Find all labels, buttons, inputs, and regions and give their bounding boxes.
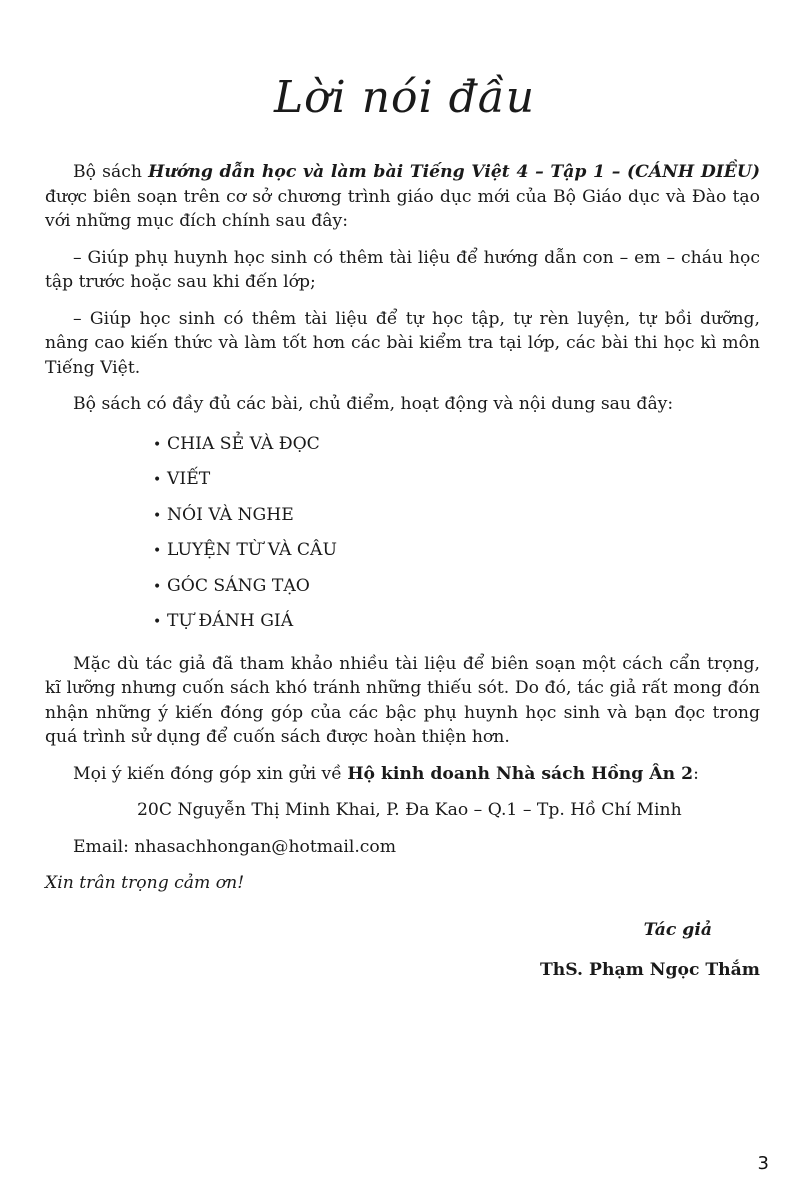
- intro-prefix: Bộ sách: [73, 162, 149, 182]
- feedback-suffix: :: [693, 763, 699, 784]
- intro-paragraph: [45, 160, 760, 234]
- purpose-item-2: – Giúp học sinh có thêm tài liệu để tự học tập, tự rèn luyện, tự bồi dưỡng, nâng cao kiến thức và làm tốt hơn các bài kiểm tra tại lớp, các bài thi học kì môn Tiếng Việt.: [45, 308, 760, 378]
- bullet-icon: •: [153, 507, 162, 524]
- bullet-icon: •: [153, 436, 162, 453]
- purpose-item-1: – Giúp phụ huynh học sinh có thêm tài liệu để hướng dẫn con – em – cháu học tập trước hoặc sau khi đến lớp;: [45, 247, 760, 292]
- intro-suffix: được biên soạn trên cơ sở chương trình giáo dục mới của Bộ Giáo dục và Đào tạo với những mục đích chính sau đây:: [45, 186, 760, 231]
- bullet-icon: •: [153, 614, 162, 630]
- bullet-icon: •: [153, 578, 162, 595]
- bullet-icon: •: [153, 472, 162, 488]
- bullet-icon: •: [153, 543, 162, 559]
- page-title: Lời nói đầu: [273, 72, 536, 123]
- list-item-label: LUYỆN TỪ VÀ CÂU: [167, 540, 337, 560]
- list-item: [45, 429, 760, 465]
- feedback-prefix: Mọi ý kiến đóng góp xin gửi về: [73, 763, 348, 784]
- list-item-label: VIẾT: [167, 469, 211, 489]
- signature-name: ThS. Phạm Ngọc Thắm: [539, 960, 760, 980]
- list-item: [45, 535, 760, 571]
- page-number: 3: [757, 1153, 769, 1174]
- publisher-email: Email: nhasachhongan@hotmail.com: [73, 836, 397, 857]
- signature-role: Tác giả: [643, 919, 712, 940]
- list-item: [45, 571, 760, 607]
- preface-body: [45, 160, 760, 983]
- list-item-label: GÓC SÁNG TẠO: [167, 575, 310, 596]
- list-item: [45, 500, 760, 536]
- list-item: [45, 464, 760, 500]
- contents-list: [45, 429, 760, 642]
- publisher-address: 20C Nguyễn Thị Minh Khai, P. Đa Kao – Q.1 – Tp. Hồ Chí Minh: [137, 800, 682, 820]
- contents-intro: Bộ sách có đầy đủ các bài, chủ điểm, hoạt động và nội dung sau đây:: [73, 394, 674, 414]
- list-item-label: TỰ ĐÁNH GIÁ: [167, 611, 294, 631]
- feedback-line: [45, 762, 760, 787]
- list-item-label: CHIA SẺ VÀ ĐỌC: [167, 433, 320, 454]
- thanks-line: Xin trân trọng cảm ơn!: [45, 873, 245, 893]
- book-title: Hướng dẫn học và làm bài Tiếng Việt 4 – Tập 1 – (CÁNH DIỀU): [148, 162, 760, 182]
- publisher-name: Hộ kinh doanh Nhà sách Hồng Ân 2: [347, 763, 694, 784]
- list-item-label: NÓI VÀ NGHE: [167, 504, 294, 525]
- list-item: [45, 606, 760, 642]
- closing-paragraph: Mặc dù tác giả đã tham khảo nhiều tài liệu để biên soạn một cách cẩn trọng, kĩ lưỡng nhưng cuốn sách khó tránh những thiếu sót. Do đó, tác giả rất mong đón nhận những ý kiến đóng góp của các bậc phụ huynh học sinh và bạn đọc trong quá trình sử dụng để cuốn sách được hoàn thiện hơn.: [45, 653, 760, 747]
